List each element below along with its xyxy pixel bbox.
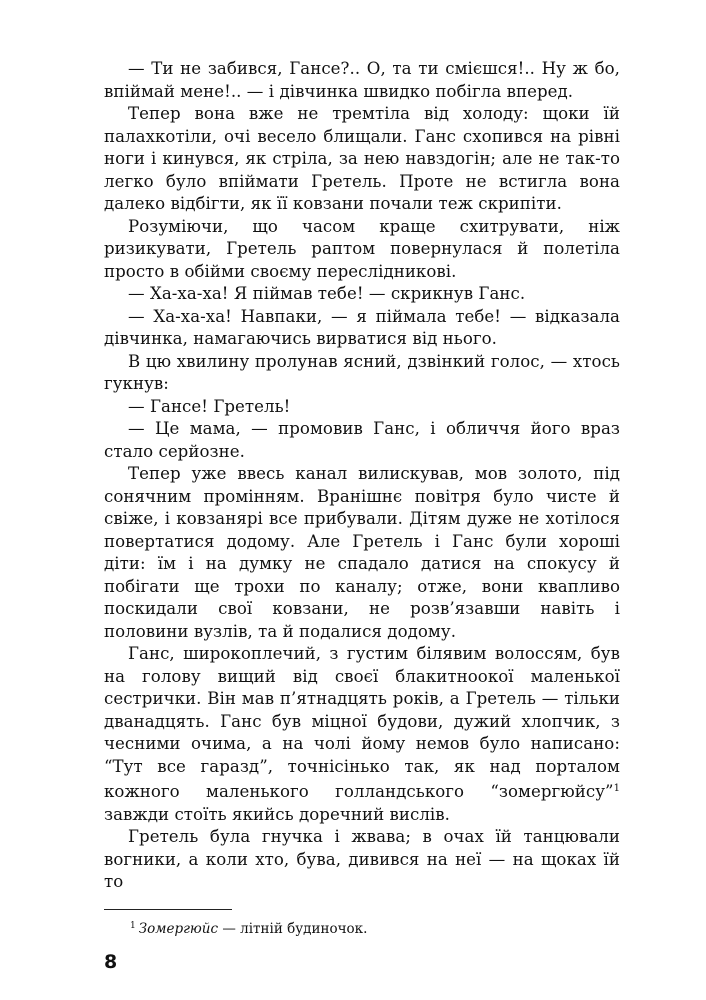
page-number: 8 [104, 951, 118, 973]
paragraph: Гретель була гнучка і жвава; в очах їй танцювали вогники, а коли хто, бува, дивився на неї — на щоках їй то [104, 827, 620, 891]
paragraph: — Ха-ха-ха! Я піймав тебе! — скрикнув Ганс. [128, 284, 526, 303]
footnote-term: Зомергюйс [138, 921, 219, 937]
paragraph: — Ти не забився, Гансе?.. О, та ти смієшся!.. Ну ж бо, впіймай мене!.. — і дівчинка швидко побігла вперед. [104, 59, 620, 101]
paragraph-with-footnote-ref [104, 643, 620, 826]
paragraph: В цю хвилину пролунав ясний, дзвінкий голос, — хтось гукнув: [104, 351, 620, 393]
footnote-definition: — літній будиночок. [218, 921, 368, 937]
body-text [104, 58, 620, 894]
footnote-marker: 1 [130, 921, 136, 931]
paragraph: Тепер уже ввесь канал вилискував, мов золото, під сонячним промінням. Вранішнє повітря було чисте й свіже, і ковзанярі все прибували. Дітям дуже не хотілося повертатися додому. Але Гретель і Ганс були хороші діти: їм і на думку не спадало датися на спокусу й побігати ще трохи по каналу; отже, вони квапливо поскидали свої ковзани, не розв’язавши навіть і половини вузлів, та й подалися додому. [104, 464, 620, 641]
paragraph: Тепер вона вже не тремтіла від холоду: щоки їй палахкотіли, очі весело блищали. Ганс схопився на рівні ноги і кинувся, як стріла, за нею навздогін; але не так-то легко було впіймати Гретель. Проте не встигла вона далеко відбігти, як її ковзани почали теж скрипіти. [104, 104, 620, 213]
paragraph: — Гансе! Гретель! [128, 396, 291, 416]
paragraph: — Ха-ха-ха! Навпаки, — я піймала тебе! — відказала дівчинка, намагаючись вирватися від нього. [104, 306, 620, 348]
paragraph: — Це мама, — промовив Ганс, і обличчя його враз стало серйозне. [104, 419, 620, 461]
footnote [130, 917, 367, 938]
footnote-reference: 1 [613, 783, 620, 794]
paragraph: Розуміючи, що часом краще схитрувати, ніж ризикувати, Гретель раптом повернулася й полетіла просто в обійми своєму переслідникові. [104, 216, 620, 281]
paragraph-text: Ганс, широкоплечий, з густим білявим волоссям, був на голову вищий від своєї блакитноокої маленької сестрички. Він мав п’ятнадцять років, а Гретель — тільки дванадцять. Ганс був міцної будови, дужий хлопчик, з чесними очима, а на чолі йому немов було написано: “Тут все гаразд”, точнісінько так, як над порталом кожного маленького голландського “зомергюйсу” [104, 644, 620, 801]
paragraph-text-tail: завжди стоїть якийсь доречний вислів. [104, 804, 451, 824]
footnote-divider [104, 909, 232, 910]
